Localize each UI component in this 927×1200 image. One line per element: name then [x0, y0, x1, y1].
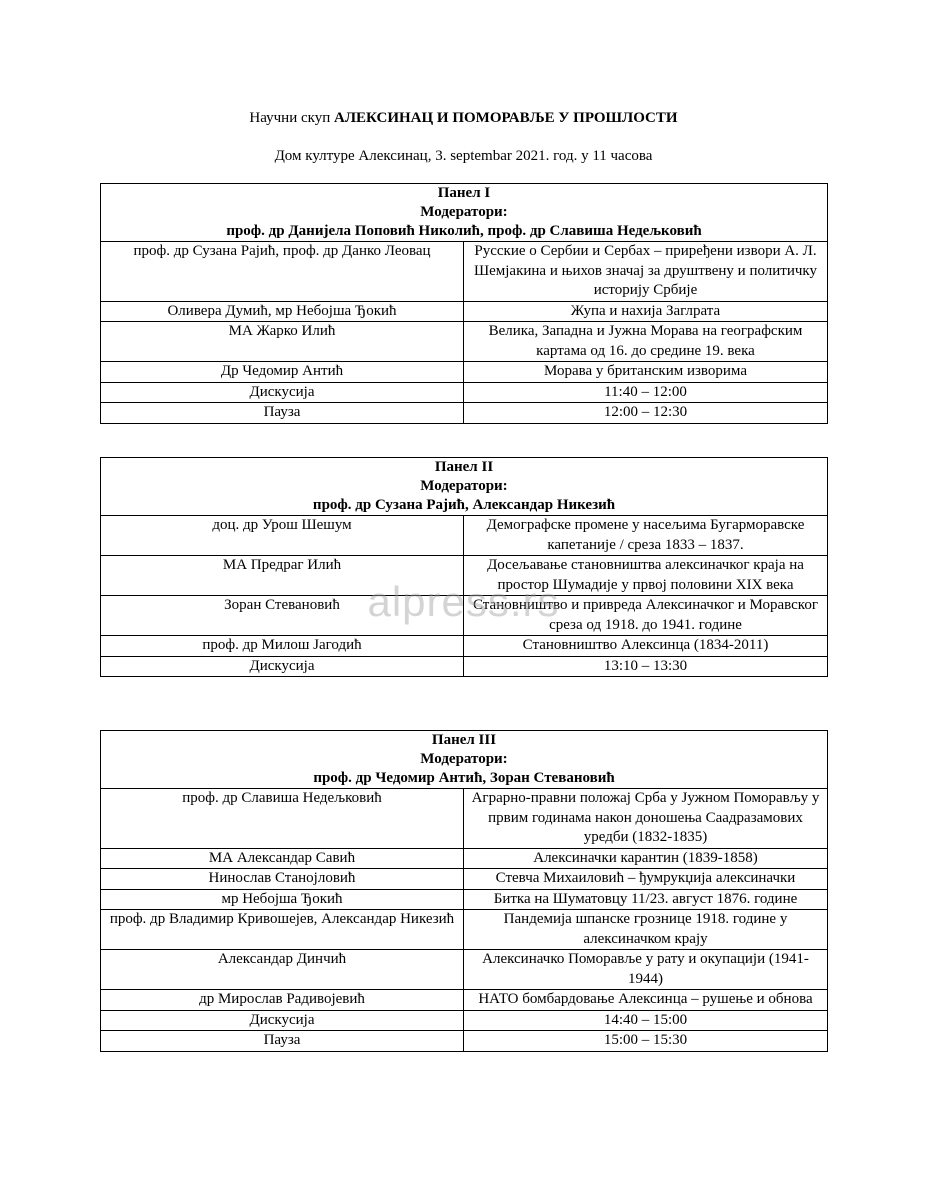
speaker-cell: МА Предраг Илић — [101, 556, 464, 596]
topic-cell: 11:40 – 12:00 — [464, 382, 828, 403]
speaker-cell: Дискусија — [101, 656, 464, 677]
table-row — [101, 322, 828, 362]
panel-header-row — [101, 184, 828, 242]
topic-cell: Становништво и привреда Алексиначког и Моравског среза од 1918. до 1941. године — [464, 596, 828, 636]
speaker-cell: Нинослав Станојловић — [101, 869, 464, 890]
panel-title: Панел II — [434, 459, 494, 475]
speaker-cell: мр Небојша Ђокић — [101, 889, 464, 910]
topic-cell: 13:10 – 13:30 — [464, 656, 828, 677]
panel-table-2 — [100, 457, 828, 677]
topic-cell: Досељавање становништва алексиначког краја на простор Шумадије у првој половини XIX века — [464, 556, 828, 596]
moderators: проф. др Сузана Рајић, Александар Никезић — [312, 497, 616, 513]
speaker-cell: Дискусија — [101, 382, 464, 403]
speaker-cell: Оливера Думић, мр Небојша Ђокић — [101, 301, 464, 322]
topic-cell: Становништво Алексинца (1834-2011) — [464, 636, 828, 657]
title-prefix: Научни скуп — [249, 110, 334, 126]
topic-cell: 12:00 – 12:30 — [464, 403, 828, 424]
topic-cell: Морава у британским изворима — [464, 362, 828, 383]
panel-title: Панел III — [431, 732, 497, 748]
speaker-cell: доц. др Урош Шешум — [101, 516, 464, 556]
speaker-cell: Пауза — [101, 1031, 464, 1052]
table-row — [101, 910, 828, 950]
topic-cell: Аграрно-правни положај Срба у Јужном Поморављу у првим годинама након доношења Саадразамових уредби (1832-1835) — [464, 789, 828, 849]
watermark: alpress.rs — [367, 578, 560, 625]
topic-cell: 15:00 – 15:30 — [464, 1031, 828, 1052]
speaker-cell: Зоран Стевановић — [101, 596, 464, 636]
topic-cell: 14:40 – 15:00 — [464, 1010, 828, 1031]
topic-cell: Алексиначки карантин (1839-1858) — [464, 848, 828, 869]
panel-table-3 — [100, 730, 828, 1052]
topic-cell: Алексиначко Поморавље у рату и окупацији (1941-1944) — [464, 950, 828, 990]
table-row — [101, 869, 828, 890]
panel-title: Панел I — [437, 185, 491, 201]
table-row — [101, 789, 828, 849]
speaker-cell: Др Чедомир Антић — [101, 362, 464, 383]
speaker-cell: МА Александар Савић — [101, 848, 464, 869]
panel-header — [101, 458, 828, 516]
table-row — [101, 656, 828, 677]
panel-header-row — [101, 731, 828, 789]
moderators-label: Модератори: — [420, 751, 508, 767]
table-row — [101, 516, 828, 556]
speaker-cell: др Мирослав Радивојевић — [101, 990, 464, 1011]
table-row — [101, 382, 828, 403]
panel-header — [101, 184, 828, 242]
topic-cell: Русские о Сербии и Сербах – приређени извори А. Л. Шемјакина и њихов значај за друштвену и политичку историју Србије — [464, 242, 828, 302]
speaker-cell: Пауза — [101, 403, 464, 424]
topic-cell: НАТО бомбардовање Алексинца – рушење и обнова — [464, 990, 828, 1011]
table-row — [101, 301, 828, 322]
table-row — [101, 889, 828, 910]
speaker-cell: проф. др Владимир Кривошејев, Александар Никезић — [101, 910, 464, 950]
topic-cell: Жупа и нахија Заглрата — [464, 301, 828, 322]
moderators-label: Модератори: — [420, 204, 508, 220]
topic-cell: Демографске промене у насељима Бугарморавске капетаније / среза 1833 – 1837. — [464, 516, 828, 556]
page-title — [0, 109, 927, 127]
topic-cell: Пандемија шпанске грознице 1918. године у алексиначком крају — [464, 910, 828, 950]
table-row — [101, 556, 828, 596]
panel-header-row — [101, 458, 828, 516]
table-row — [101, 848, 828, 869]
speaker-cell: Александар Динчић — [101, 950, 464, 990]
table-row — [101, 950, 828, 990]
panel-table-1 — [100, 183, 828, 424]
table-row — [101, 403, 828, 424]
moderators-label: Модератори: — [420, 478, 508, 494]
panel-header — [101, 731, 828, 789]
table-row — [101, 596, 828, 636]
speaker-cell: проф. др Славиша Недељковић — [101, 789, 464, 849]
topic-cell: Велика, Западна и Јужна Морава на географским картама од 16. до средине 19. века — [464, 322, 828, 362]
table-row — [101, 1031, 828, 1052]
title-bold: АЛЕКСИНАЦ И ПОМОРАВЉЕ У ПРОШЛОСТИ — [334, 110, 678, 126]
table-row — [101, 990, 828, 1011]
table-row — [101, 1010, 828, 1031]
table-row — [101, 636, 828, 657]
speaker-cell: проф. др Милош Јагодић — [101, 636, 464, 657]
speaker-cell: проф. др Сузана Рајић, проф. др Данко Леовац — [101, 242, 464, 302]
moderators: проф. др Чедомир Антић, Зоран Стевановић — [313, 770, 615, 786]
topic-cell: Стевча Михаиловић – ђумрукџија алексиначки — [464, 869, 828, 890]
moderators: проф. др Данијела Поповић Николић, проф. др Славиша Недељковић — [226, 223, 702, 239]
speaker-cell: Дискусија — [101, 1010, 464, 1031]
topic-cell: Битка на Шуматовцу 11/23. август 1876. године — [464, 889, 828, 910]
table-row — [101, 242, 828, 302]
page-subtitle: Дом културе Алексинац, 3. septembar 2021. год. у 11 часова — [274, 148, 653, 164]
table-row — [101, 362, 828, 383]
speaker-cell: МА Жарко Илић — [101, 322, 464, 362]
